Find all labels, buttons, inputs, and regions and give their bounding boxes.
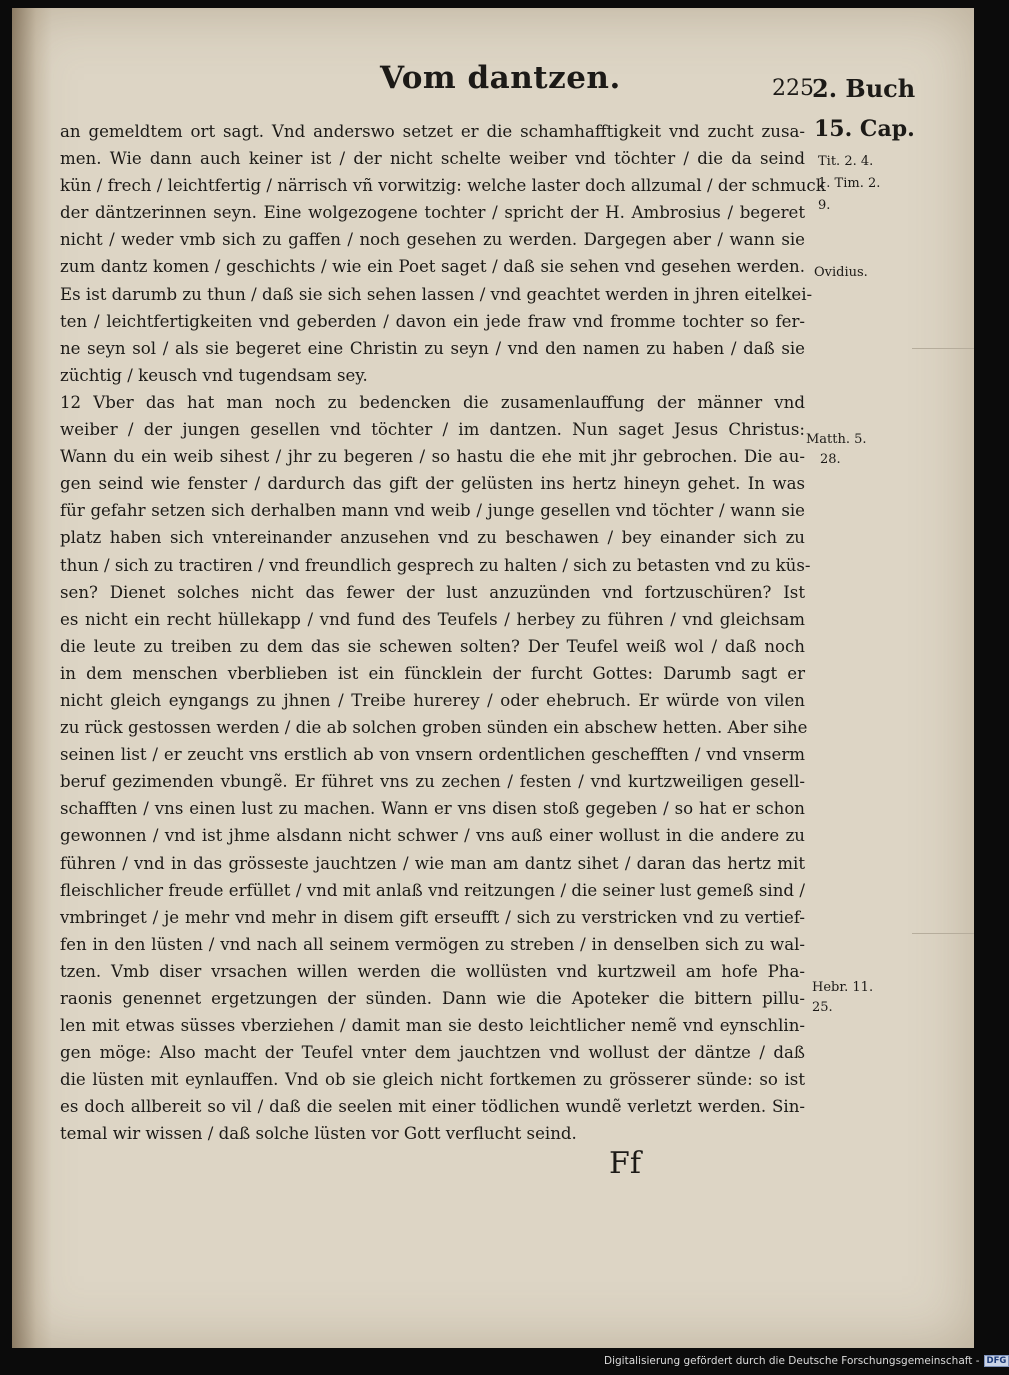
text-line: in dem menschen vberblieben ist ein füncklein der furcht Gottes: Darumb sagt er bbox=[60, 663, 805, 683]
book-label: 2. Buch bbox=[812, 74, 916, 103]
text-line: kün / frech / leichtfertig / närrisch vñ vorwitzig: welche laster doch allzumal / der schmuck bbox=[60, 176, 826, 196]
text-line: zu rück gestossen werden / die ab solchen groben sünden ein abschew hetten. Aber sihe bbox=[60, 718, 808, 738]
catchword: Ff bbox=[609, 1146, 641, 1181]
margin-ref-ovidius: Ovidius. bbox=[814, 265, 868, 280]
margin-rule bbox=[912, 348, 974, 349]
margin-ref-tim-verse: 9. bbox=[818, 198, 831, 213]
text-line: len mit etwas süsses vberziehen / damit man sie desto leichtlicher nemẽ vnd eynschlin- bbox=[60, 1016, 805, 1036]
page-title: Vom dantzen. bbox=[380, 60, 621, 96]
footer-credit-text: Digitalisierung gefördert durch die Deutsche Forschungsgemeinschaft - bbox=[604, 1355, 980, 1367]
margin-ref-tim: 1. Tim. 2. bbox=[818, 176, 881, 191]
text-line: seinen list / er zeucht vns erstlich ab von vnsern ordentlichen geschefften / vnd vnserm bbox=[60, 745, 805, 765]
text-line: führen / vnd in das grösseste jauchtzen / wie man am dantz sihet / daran das hertz mit bbox=[60, 853, 805, 873]
text-line: gewonnen / vnd ist jhme alsdann nicht schwer / vns auß einer wollust in die andere zu bbox=[60, 826, 805, 846]
text-line: gen möge: Also macht der Teufel vnter dem jauchtzen vnd wollust der däntze / daß bbox=[60, 1043, 805, 1063]
text-line: nicht gleich eyngangs zu jhnen / Treibe hurerey / oder ehebruch. Er würde von vilen bbox=[60, 690, 805, 710]
text-line: die lüsten mit eynlauffen. Vnd ob sie gleich nicht fortkemen zu grösserer sünde: so ist bbox=[60, 1070, 805, 1090]
running-head bbox=[12, 60, 974, 110]
margin-ref-hebr: Hebr. 11. bbox=[812, 980, 874, 995]
dfg-logo: DFG bbox=[984, 1355, 1009, 1367]
text-line: raonis genennet ergetzungen der sünden. Dann wie die Apoteker die bittern pillu- bbox=[60, 989, 805, 1008]
footer-credit bbox=[604, 1355, 1007, 1371]
text-line: es nicht ein recht hüllekapp / vnd fund des Teufels / herbey zu führen / vnd gleichsam bbox=[60, 609, 805, 629]
margin-ref-tit: Tit. 2. 4. bbox=[818, 154, 874, 169]
text-line: züchtig / keusch vnd tugendsam sey. bbox=[60, 365, 368, 385]
text-line: für gefahr setzen sich derhalben mann vnd weib / junge gesellen vnd töchter / wann sie bbox=[60, 501, 805, 521]
margin-rule bbox=[912, 933, 974, 934]
text-line: ne seyn sol / als sie begeret eine Christin zu seyn / vnd den namen zu haben / daß sie bbox=[60, 338, 805, 358]
text-line: Wann du ein weib sihest / jhr zu begeren / so hastu die ehe mit jhr gebrochen. Die au- bbox=[60, 447, 805, 467]
text-line: fen in den lüsten / vnd nach all seinem vermögen zu streben / in denselben sich zu wal- bbox=[60, 934, 805, 954]
text-line: die leute zu treiben zu dem das sie schewen solten? Der Teufel weiß wol / daß noch bbox=[60, 636, 805, 656]
text-line: nicht / weder vmb sich zu gaffen / noch gesehen zu werden. Dargegen aber / wann sie bbox=[60, 230, 805, 250]
text-line: temal wir wissen / daß solche lüsten vor Gott verflucht seind. bbox=[60, 1124, 577, 1144]
page-gutter-shadow bbox=[12, 8, 52, 1348]
text-line: tzen. Vmb diser vrsachen willen werden die wollüsten vnd kurtzweil am hofe Pha- bbox=[60, 961, 805, 981]
text-line: beruf gezimenden vbungẽ. Er führet vns zu zechen / festen / vnd kurtzweiligen gesell- bbox=[60, 772, 805, 792]
text-line: 12 Vber das hat man noch zu bedencken die zusamenlauffung der männer vnd bbox=[60, 392, 805, 412]
page-number: 225 bbox=[772, 76, 814, 101]
text-line: der däntzerinnen seyn. Eine wolgezogene tochter / spricht der H. Ambrosius / begeret bbox=[60, 203, 805, 223]
text-line: ten / leichtfertigkeiten vnd geberden / davon ein jede fraw vnd fromme tochter so fer- bbox=[60, 311, 805, 331]
text-line: an gemeldtem ort sagt. Vnd anderswo setzet er die schamhafftigkeit vnd zucht zusa- bbox=[60, 122, 805, 141]
text-line: platz haben sich vntereinander anzusehen vnd zu beschawen / bey einander sich zu bbox=[60, 528, 805, 548]
text-line: vmbringet / je mehr vnd mehr in disem gift erseufft / sich zu verstricken vnd zu vertief- bbox=[60, 907, 805, 927]
margin-ref-matth: Matth. 5. bbox=[806, 432, 867, 447]
margin-ref-matth-verse: 28. bbox=[820, 452, 841, 467]
text-line: Es ist darumb zu thun / daß sie sich sehen lassen / vnd geachtet werden in jhren eitelkei- bbox=[60, 284, 813, 304]
text-line: men. Wie dann auch keiner ist / der nicht schelte weiber vnd töchter / die da seind bbox=[60, 149, 805, 169]
book-page bbox=[12, 8, 974, 1348]
text-line: zum dantz komen / geschichts / wie ein Poet saget / daß sie sehen vnd gesehen werden. bbox=[60, 257, 805, 277]
margin-ref-hebr-verse: 25. bbox=[812, 1000, 833, 1015]
text-line: sen? Dienet solches nicht das fewer der lust anzuzünden vnd fortzuschüren? Ist bbox=[60, 582, 805, 602]
text-line: es doch allbereit so vil / daß die seelen mit einer tödlichen wundẽ verletzt werden. Sin- bbox=[60, 1097, 805, 1117]
text-line: thun / sich zu tractiren / vnd freundlich gesprech zu halten / sich zu betasten vnd zu küs- bbox=[60, 555, 811, 575]
text-line: gen seind wie fenster / dardurch das gift der gelüsten ins hertz hineyn gehet. In was bbox=[60, 474, 805, 494]
text-line: schafften / vns einen lust zu machen. Wann er vns disen stoß gegeben / so hat er schon bbox=[60, 799, 805, 819]
margin-chapter: 15. Cap. bbox=[814, 116, 915, 142]
text-line: fleischlicher freude erfüllet / vnd mit anlaß vnd reitzungen / die seiner lust gemeß sind / bbox=[60, 880, 805, 900]
text-line: weiber / der jungen gesellen vnd töchter / im dantzen. Nun saget Jesus Christus: bbox=[60, 420, 805, 440]
